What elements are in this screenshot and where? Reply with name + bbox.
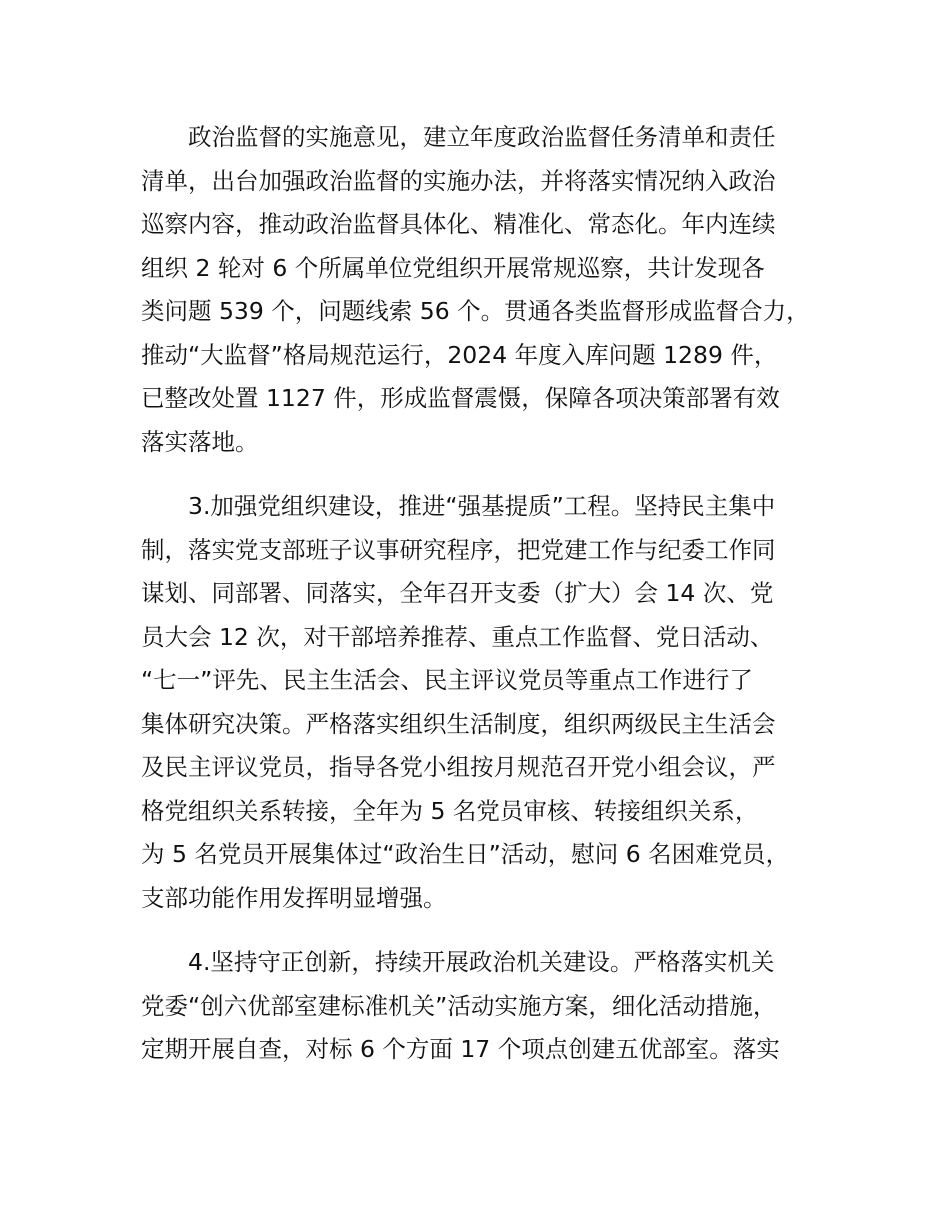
text-line: 制，落实党支部班子议事研究程序，把党建工作与纪委工作同 [141,535,776,564]
paragraph-party-organization [141,485,841,920]
text-line: 推动“大监督”格局规范运行，2024 年度入库问题 1289 件， [141,340,778,369]
text-line: 落实落地。 [141,427,259,456]
document-body [141,116,841,1072]
text-line: 党委“创六优部室建标准机关”活动实施方案，细化活动措施， [141,991,777,1020]
text-line: 政治监督的实施意见，建立年度政治监督任务清单和责任 [188,123,776,151]
text-line: 4.坚持守正创新，持续开展政治机关建设。严格落实机关 [188,948,775,976]
text-line: 已整改处置 1127 件，形成监督震慑，保障各项决策部署有效 [141,384,780,412]
text-line: 集体研究决策。严格落实组织生活制度，组织两级民主生活会 [141,709,776,738]
paragraph-political-organ-building [141,941,841,1072]
text-line: “七一”评先、民主生活会、民主评议党员等重点工作进行了 [141,666,753,694]
text-line: 谋划、同部署、同落实，全年召开支委（扩大）会 14 次、党 [141,579,774,607]
text-line: 格党组织关系转接，全年为 5 名党员审核、转接组织关系， [141,796,759,825]
text-line: 3.加强党组织建设，推进“强基提质”工程。坚持民主集中 [188,492,776,520]
text-line: 清单，出台加强政治监督的实施办法，并将落实情况纳入政治 [141,166,776,195]
text-line: 及民主评议党员，指导各党小组按月规范召开党小组会议，严 [141,753,776,781]
text-line: 类问题 539 个，问题线索 56 个。贯通各类监督形成监督合力， [141,297,810,325]
paragraph-political-supervision [141,116,841,464]
text-line: 定期开展自查，对标 6 个方面 17 个项点创建五优部室。落实 [141,1035,780,1063]
text-line: 员大会 12 次，对干部培养推荐、重点工作监督、党日活动、 [141,622,774,651]
text-line: 为 5 名党员开展集体过“政治生日”活动，慰问 6 名困难党员， [141,840,790,868]
text-line: 巡察内容，推动政治监督具体化、精准化、常态化。年内连续 [141,210,776,238]
text-line: 组织 2 轮对 6 个所属单位党组织开展常规巡察，共计发现各 [141,253,765,282]
text-line: 支部功能作用发挥明显增强。 [141,883,447,912]
